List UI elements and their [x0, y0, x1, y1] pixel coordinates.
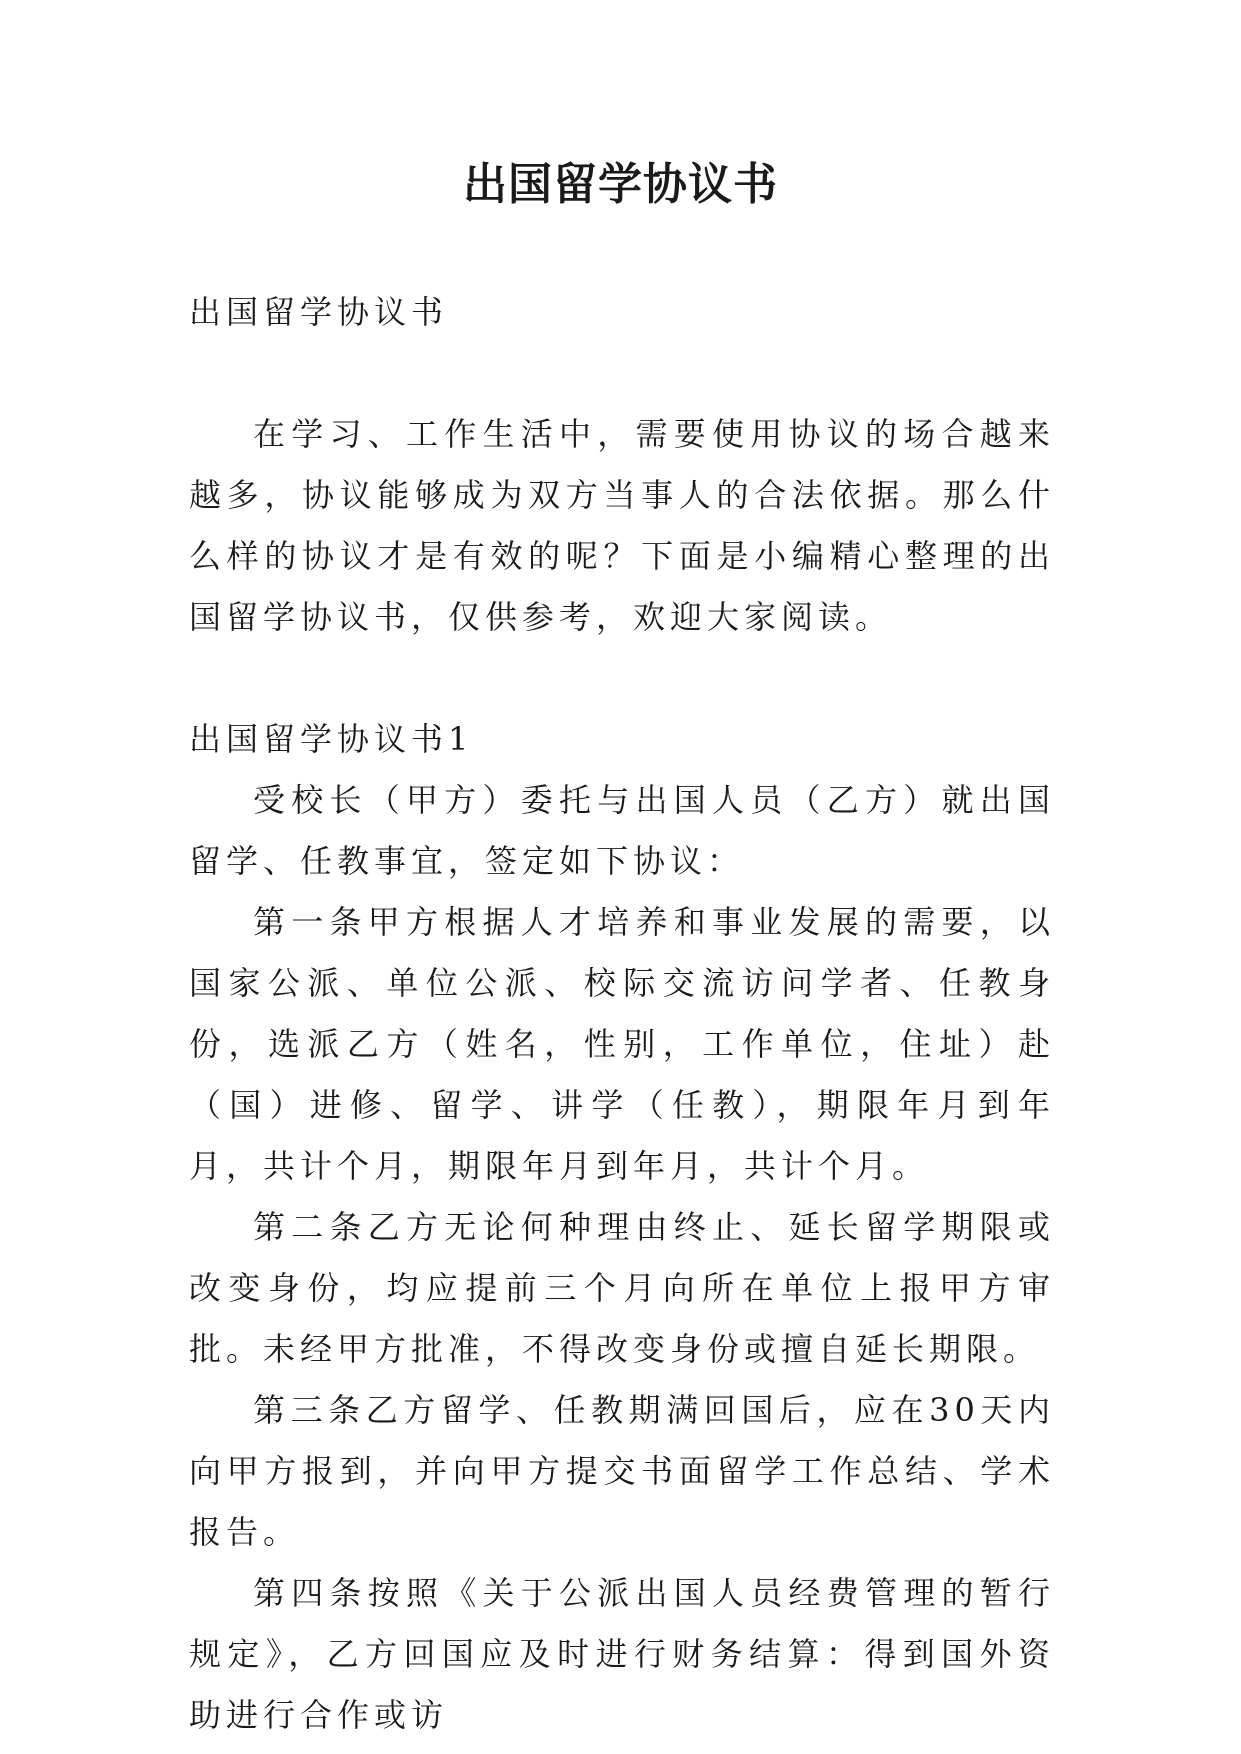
document-subtitle: 出国留学协议书	[189, 293, 449, 331]
document-title: 出国留学协议书	[463, 159, 778, 210]
paragraph-article-3: 第三条乙方留学、任教期满回国后，应在30天内向甲方报到，并向甲方提交书面留学工作总结、学术报告。	[189, 1391, 1055, 1551]
paragraph-article-1: 第一条甲方根据人才培养和事业发展的需要，以国家公派、单位公派、校际交流访问学者、任教身份，选派乙方（姓名，性别，工作单位，住址）赴（国）进修、留学、讲学（任教），期限年月到年月，共计个月，期限年月到年月，共计个月。	[189, 903, 1055, 1185]
document-body	[189, 282, 1055, 1746]
section-heading: 出国留学协议书1	[189, 720, 474, 758]
paragraph-preamble: 受校长（甲方）委托与出国人员（乙方）就出国留学、任教事宜，签定如下协议：	[189, 781, 1055, 880]
paragraph-article-2: 第二条乙方无论何种理由终止、延长留学期限或改变身份，均应提前三个月向所在单位上报甲方审批。未经甲方批准，不得改变身份或擅自延长期限。	[189, 1208, 1055, 1368]
intro-paragraph: 在学习、工作生活中，需要使用协议的场合越来越多，协议能够成为双方当事人的合法依据。那么什么样的协议才是有效的呢？下面是小编精心整理的出国留学协议书，仅供参考，欢迎大家阅读。	[189, 415, 1055, 636]
paragraph-article-4: 第四条按照《关于公派出国人员经费管理的暂行规定》，乙方回国应及时进行财务结算：得到国外资助进行合作或访	[189, 1574, 1055, 1734]
